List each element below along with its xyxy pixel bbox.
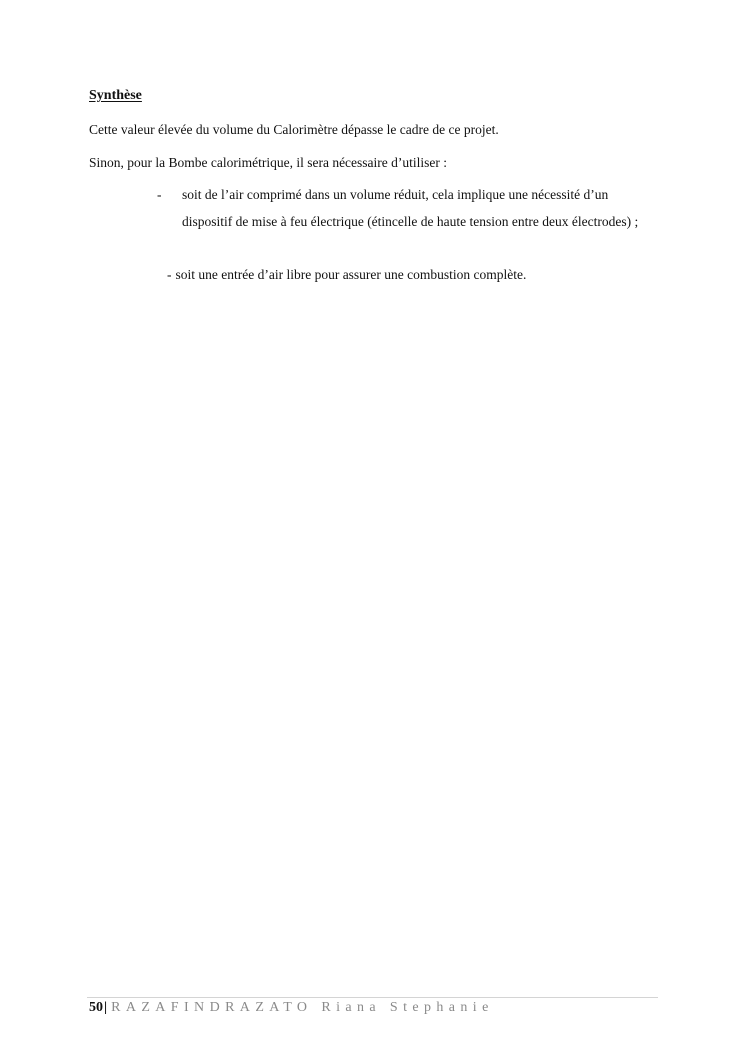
footer-divider (87, 997, 658, 998)
list-bullet: - (157, 187, 162, 202)
page-number: 50 (89, 1000, 103, 1015)
footer-author: RAZAFINDRAZATO Riana Stephanie (111, 1000, 494, 1015)
list-item-text: soit une entrée d’air libre pour assurer une combustion complète. (175, 267, 527, 282)
list-item-text: soit de l’air comprimé dans un volume réduit, cela implique une nécessité d’un dispositif de mise à feu électrique (étincelle de haute tension entre deux électrodes) ; (182, 187, 639, 229)
footer-separator: | (104, 1000, 108, 1015)
page-footer (89, 1000, 494, 1016)
section-heading: Synthèse (89, 88, 142, 103)
paragraph-bomb-calorimeter: Sinon, pour la Bombe calorimétrique, il sera nécessaire d’utiliser : (89, 155, 448, 170)
list-bullet: - (167, 267, 172, 282)
list-item (167, 267, 526, 283)
paragraph-calorimeter-volume: Cette valeur élevée du volume du Calorimètre dépasse le cadre de ce projet. (89, 122, 499, 137)
